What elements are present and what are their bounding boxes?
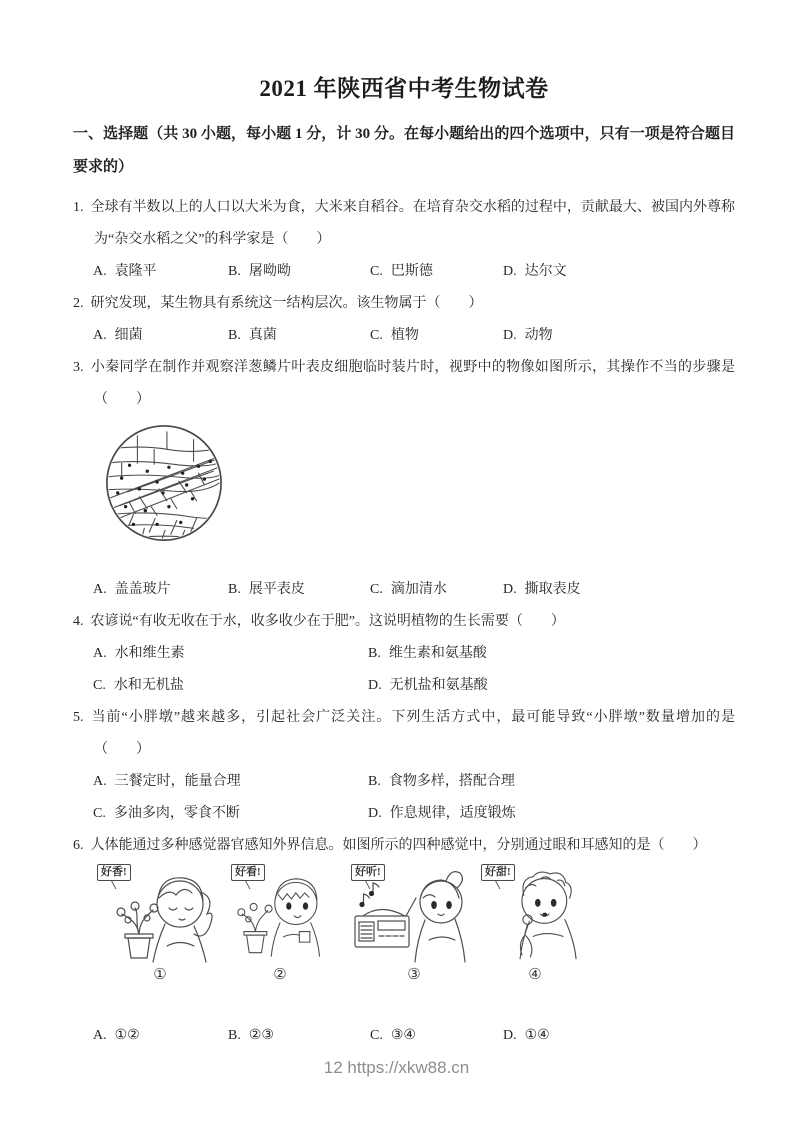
question-body: 研究发现，某生物具有系统这一结构层次。该生物属于（ ） xyxy=(90,296,483,311)
option-a: A. 盖盖玻片 xyxy=(93,582,171,597)
question-5 xyxy=(73,702,735,830)
option-d: D. 动物 xyxy=(503,328,553,343)
option-c: C. 巴斯德 xyxy=(370,264,433,279)
option-c: C. 植物 xyxy=(370,328,419,343)
panel-smell xyxy=(95,864,225,986)
question-5-options xyxy=(73,766,735,830)
option-d: D. 达尔文 xyxy=(503,264,567,279)
question-1 xyxy=(73,192,735,288)
question-body: 农谚说“有收无收在于水，收多收少在于肥”。这说明植物的生长需要（ ） xyxy=(90,614,565,629)
question-body: 当前“小胖墩”越来越多，引起社会广泛关注。下列生活方式中，最可能导致“小胖墩”数量增加的是（ ） xyxy=(90,710,735,757)
speech-bubble: 好看! xyxy=(231,864,265,881)
panel-number: ① xyxy=(153,967,167,983)
page-footer-url: 12 https://xkw88.cn xyxy=(323,1058,470,1077)
question-2-text xyxy=(73,288,735,320)
panel-taste xyxy=(479,864,591,986)
panel-number: ② xyxy=(273,967,287,983)
question-6-options xyxy=(73,1020,735,1052)
panel-sight xyxy=(229,864,331,986)
option-d: D. 作息规律，适度锻炼 xyxy=(368,806,516,821)
microscope-view-figure xyxy=(100,420,228,548)
option-b: B. ②③ xyxy=(228,1028,274,1043)
question-4-text xyxy=(73,606,735,638)
panel-hearing xyxy=(349,864,479,986)
option-a: A. 三餐定时，能量合理 xyxy=(93,774,241,789)
question-3-options xyxy=(73,574,735,606)
question-2-options xyxy=(73,320,735,352)
option-b: B. 真菌 xyxy=(228,328,277,343)
option-c: C. 多油多肉，零食不断 xyxy=(93,806,240,821)
option-a: A. 袁隆平 xyxy=(93,264,157,279)
option-b: B. 屠呦呦 xyxy=(228,264,291,279)
question-number: 2. xyxy=(73,296,84,311)
option-b: B. 维生素和氨基酸 xyxy=(368,646,487,661)
onion-epidermis-cells-image xyxy=(100,420,228,548)
question-3 xyxy=(73,352,735,606)
page-title: 2021 年陕西省中考生物试卷 xyxy=(259,76,549,101)
panel-number: ④ xyxy=(528,967,542,983)
question-number: 3. xyxy=(73,360,84,375)
question-body: 人体能通过多种感觉器官感知外界信息。如图所示的四种感觉中，分别通过眼和耳感知的是（ ） xyxy=(90,838,707,853)
question-body: 全球有半数以上的人口以大米为食，大米来自稻谷。在培育杂交水稻的过程中，贡献最大、被国内外尊称为“杂交水稻之父”的科学家是（ ） xyxy=(90,200,735,247)
option-c: C. ③④ xyxy=(370,1028,416,1043)
option-a: A. ①② xyxy=(93,1028,140,1043)
option-c: C. 水和无机盐 xyxy=(93,678,184,693)
question-6-text xyxy=(73,830,735,862)
option-b: B. 展平表皮 xyxy=(228,582,305,597)
question-body: 小秦同学在制作并观察洋葱鳞片叶表皮细胞临时装片时，视野中的物像如图所示，其操作不当的步骤是（ ） xyxy=(90,360,735,407)
question-6-figure xyxy=(73,864,735,986)
panel-number: ③ xyxy=(407,967,421,983)
option-d: D. 撕取表皮 xyxy=(503,582,581,597)
option-a: A. 细菌 xyxy=(93,328,143,343)
option-c: C. 滴加清水 xyxy=(370,582,447,597)
question-5-text xyxy=(73,702,735,766)
question-number: 1. xyxy=(73,200,84,215)
question-6 xyxy=(73,830,735,1052)
question-number: 4. xyxy=(73,614,84,629)
section-heading: 一、选择题（共 30 小题，每小题 1 分，计 30 分。在每小题给出的四个选项中，只有一项是符合题目要求的） xyxy=(73,126,735,175)
option-a: A. 水和维生素 xyxy=(93,646,185,661)
question-1-options xyxy=(73,256,735,288)
question-3-text xyxy=(73,352,735,416)
option-b: B. 食物多样，搭配合理 xyxy=(368,774,515,789)
question-number: 6. xyxy=(73,838,84,853)
option-d: D. 无机盐和氨基酸 xyxy=(368,678,488,693)
speech-bubble: 好香! xyxy=(97,864,131,881)
question-2 xyxy=(73,288,735,352)
speech-bubble: 好甜! xyxy=(481,864,515,881)
question-number: 5. xyxy=(73,710,84,725)
question-4 xyxy=(73,606,735,702)
question-1-text xyxy=(73,192,735,256)
speech-bubble: 好听! xyxy=(351,864,385,881)
question-4-options xyxy=(73,638,735,702)
option-d: D. ①④ xyxy=(503,1028,550,1043)
